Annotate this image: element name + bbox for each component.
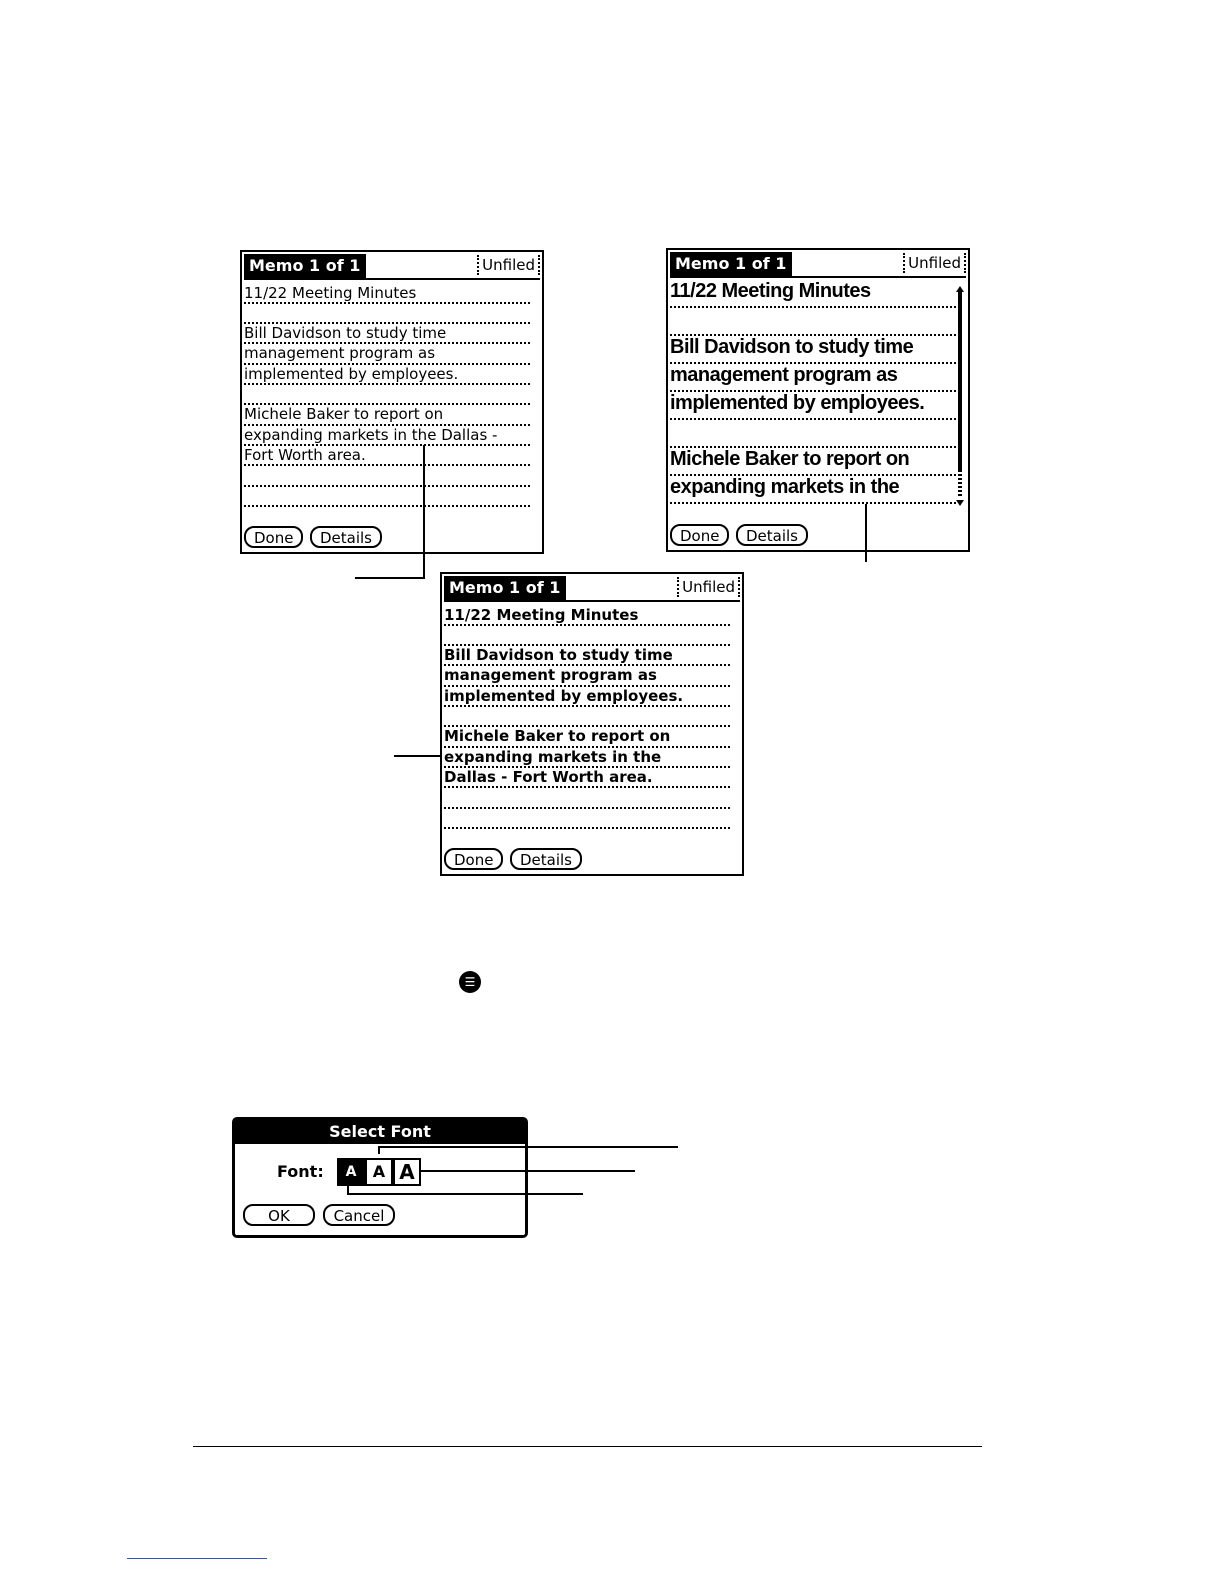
memo-line: expanding markets in the Dallas -: [244, 426, 530, 446]
memo-line: implemented by employees.: [670, 392, 956, 420]
memo-title: Memo 1 of 1: [670, 252, 792, 276]
memo-header: [444, 576, 740, 602]
memo-header: [670, 252, 966, 278]
memo-line: [444, 809, 730, 829]
menu-icon: ☰: [459, 971, 481, 993]
memo-line: expanding markets in the: [670, 476, 956, 504]
memo-line: management program as: [244, 344, 530, 365]
category-picker[interactable]: Unfiled: [903, 253, 966, 273]
scroll-thumb[interactable]: [958, 292, 962, 472]
scroll-down-arrow-icon[interactable]: [956, 500, 964, 506]
memo-title: Memo 1 of 1: [244, 254, 366, 278]
done-button[interactable]: Done: [244, 526, 303, 548]
memo-line: [244, 385, 530, 405]
memo-line: Bill Davidson to study time: [444, 646, 730, 666]
memo-line: management program as: [670, 364, 956, 392]
callout-line-bold-font: [394, 755, 440, 757]
callout-line-large-font: [865, 504, 867, 562]
scrollbar[interactable]: [956, 286, 964, 508]
memo-line: implemented by employees.: [444, 687, 730, 707]
ok-button[interactable]: OK: [243, 1204, 315, 1226]
memo-screen-large-font: [666, 248, 970, 552]
dialog-title: Select Font: [235, 1120, 525, 1144]
memo-line: Michele Baker to report on: [444, 727, 730, 748]
memo-line: [670, 308, 956, 336]
font-option-large[interactable]: A: [393, 1158, 421, 1186]
callout-line-small-font: [423, 445, 425, 578]
memo-screen-small-font: [240, 250, 544, 554]
memo-line: Michele Baker to report on: [670, 448, 956, 476]
memo-line: [244, 466, 530, 487]
details-button[interactable]: Details: [736, 524, 808, 546]
callout-line-bold-font-option: [378, 1146, 678, 1148]
details-button[interactable]: Details: [310, 526, 382, 548]
memo-line: Dallas - Fort Worth area.: [444, 768, 730, 788]
memo-screen-bold-font: [440, 572, 744, 876]
memo-line: [670, 420, 956, 448]
memo-line: Fort Worth area.: [244, 446, 530, 466]
memo-header: [244, 254, 540, 280]
memo-line: 11/22 Meeting Minutes: [444, 606, 730, 626]
category-picker[interactable]: Unfiled: [677, 577, 740, 597]
cancel-button[interactable]: Cancel: [323, 1204, 395, 1226]
callout-line-small-font: [355, 577, 425, 579]
font-label: Font:: [277, 1162, 324, 1181]
memo-line: [244, 487, 530, 507]
callout-line-large-font-option: [421, 1170, 635, 1172]
memo-title: Memo 1 of 1: [444, 576, 566, 600]
details-button[interactable]: Details: [510, 848, 582, 870]
memo-line: Bill Davidson to study time: [244, 324, 530, 344]
done-button[interactable]: Done: [444, 848, 503, 870]
footer-rule: [193, 1446, 982, 1447]
memo-line: Michele Baker to report on: [244, 405, 530, 426]
scroll-track[interactable]: [958, 474, 962, 498]
memo-line: management program as: [444, 666, 730, 687]
done-button[interactable]: Done: [670, 524, 729, 546]
select-font-dialog: [232, 1117, 528, 1238]
memo-line: Bill Davidson to study time: [670, 336, 956, 364]
memo-line: 11/22 Meeting Minutes: [244, 284, 530, 304]
memo-line: [244, 304, 530, 324]
memo-line: [444, 788, 730, 809]
footer-link-underline: [127, 1558, 267, 1559]
category-picker[interactable]: Unfiled: [477, 255, 540, 275]
memo-line: expanding markets in the: [444, 748, 730, 768]
memo-line: [444, 626, 730, 646]
memo-line: 11/22 Meeting Minutes: [670, 280, 956, 308]
memo-line: implemented by employees.: [244, 365, 530, 385]
memo-line: [444, 707, 730, 727]
font-option-bold[interactable]: A: [365, 1158, 393, 1186]
callout-line-small-font-option: [347, 1193, 583, 1195]
font-option-small[interactable]: A: [337, 1158, 365, 1186]
